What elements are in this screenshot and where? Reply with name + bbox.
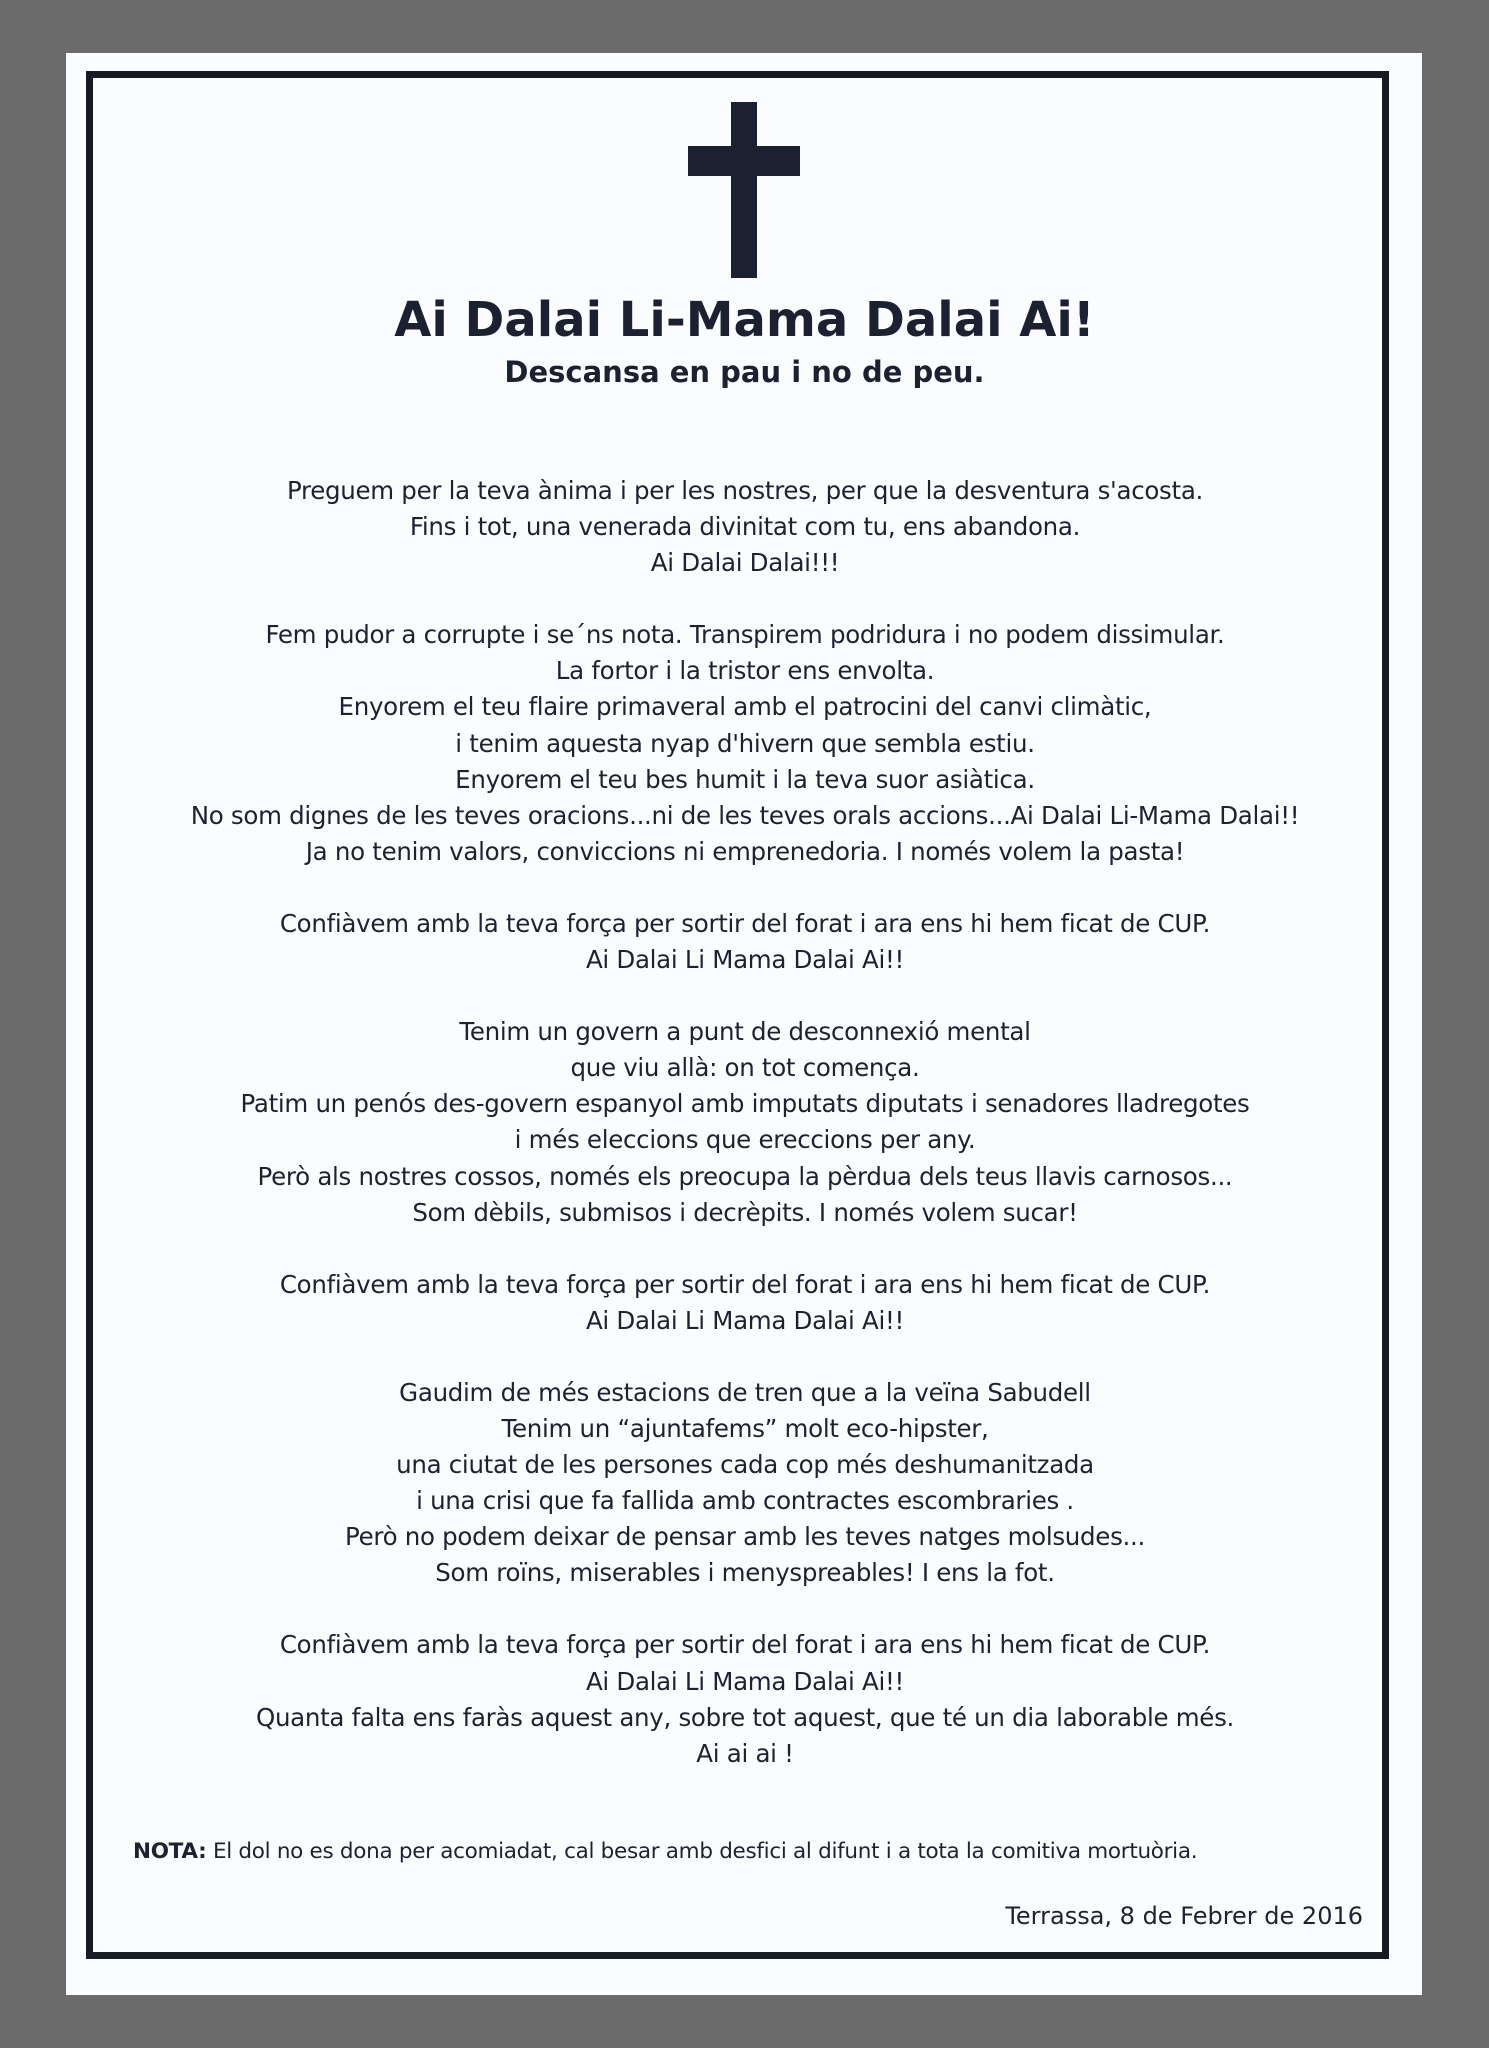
verse-line: No som dignes de les teves oracions...ni de les teves orals accions...Ai Dalai Li-Mama Dalai!!: [190, 800, 1300, 830]
verse-line: Confiàvem amb la teva força per sortir del forat i ara ens hi hem ficat de CUP.: [279, 908, 1211, 938]
page-subtitle: Descansa en pau i no de peu.: [504, 355, 985, 389]
verse-line: Fem pudor a corrupte i se´ns nota. Transpirem podridura i no podem dissimular.: [265, 620, 1225, 650]
note-label: NOTA:: [133, 1839, 207, 1864]
verse-line: Ai Dalai Li Mama Dalai Ai!!: [585, 1305, 905, 1335]
verse-line: Som roïns, miserables i menyspreables! I ens la fot.: [435, 1558, 1055, 1588]
verse-line: Enyorem el teu bes humit i la teva suor asiàtica.: [455, 764, 1035, 794]
verse-line: Gaudim de més estacions de tren que a la veïna Sabudell: [399, 1377, 1091, 1407]
note-text: El dol no es dona per acomiadat, cal besar amb desfici al difunt i a tota la comitiva mortuòria.: [206, 1839, 1198, 1864]
page-title: Ai Dalai Li-Mama Dalai Ai!: [394, 292, 1095, 348]
verse-line: Però no podem deixar de pensar amb les teves natges molsudes...: [344, 1522, 1145, 1552]
stanza: [110, 1375, 1380, 1592]
stanza: [110, 617, 1380, 870]
verse-line: Confiàvem amb la teva força per sortir del forat i ara ens hi hem ficat de CUP.: [279, 1269, 1211, 1299]
verse-line: Ai ai ai !: [696, 1738, 794, 1768]
verse-line: Fins i tot, una venerada divinitat com tu, ens abandona.: [409, 512, 1081, 542]
verse-line: Som dèbils, submisos i decrèpits. I només volem sucar!: [412, 1197, 1078, 1227]
verse-line: Ai Dalai Dalai!!!: [650, 548, 840, 578]
stanza: [110, 906, 1380, 978]
stanza: [110, 473, 1380, 581]
verse-line: Ai Dalai Li Mama Dalai Ai!!: [585, 1666, 905, 1696]
stanza: [110, 1267, 1380, 1339]
notice-body: [110, 473, 1380, 1808]
cross-icon: [688, 102, 800, 278]
stanza: [110, 1627, 1380, 1771]
verse-line: i tenim aquesta nyap d'hivern que sembla estiu.: [455, 728, 1035, 758]
verse-line: Tenim un govern a punt de desconnexió mental: [459, 1017, 1031, 1047]
verse-line: i una crisi que fa fallida amb contractes escombraries .: [416, 1486, 1074, 1516]
place-date: Terrassa, 8 de Febrer de 2016: [1005, 1902, 1363, 1930]
verse-line: Enyorem el teu flaire primaveral amb el patrocini del canvi climàtic,: [338, 692, 1152, 722]
verse-line: que viu allà: on tot comença.: [570, 1053, 920, 1083]
verse-line: Tenim un “ajuntafems” molt eco-hipster,: [501, 1413, 989, 1443]
verse-line: Preguem per la teva ànima i per les nostres, per que la desventura s'acosta.: [286, 476, 1204, 505]
verse-line: La fortor i la tristor ens envolta.: [555, 656, 935, 686]
verse-line: Ai Dalai Li Mama Dalai Ai!!: [585, 945, 905, 975]
verse-line: Quanta falta ens faràs aquest any, sobre tot aquest, que té un dia laborable més.: [255, 1702, 1235, 1732]
verse-line: Però als nostres cossos, només els preocupa la pèrdua dels teus llavis carnosos...: [257, 1161, 1233, 1191]
verse-line: i més eleccions que ereccions per any.: [514, 1125, 976, 1155]
note-paragraph: [133, 1839, 1368, 1864]
verse-line: Patim un penós des-govern espanyol amb imputats diputats i senadores lladregotes: [240, 1089, 1250, 1119]
verse-line: Confiàvem amb la teva força per sortir del forat i ara ens hi hem ficat de CUP.: [279, 1630, 1211, 1660]
verse-line: una ciutat de les persones cada cop més deshumanitzada: [396, 1450, 1094, 1480]
stanza: [110, 1014, 1380, 1231]
verse-line: Ja no tenim valors, conviccions ni emprenedoria. I només volem la pasta!: [305, 836, 1185, 866]
